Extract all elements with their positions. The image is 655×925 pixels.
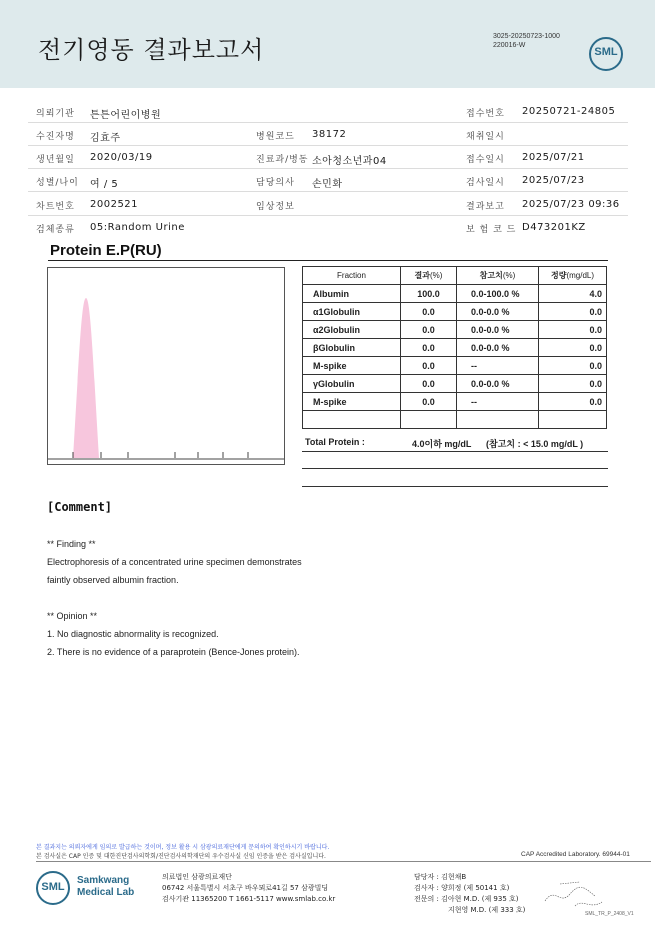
- table-row: [303, 285, 607, 303]
- reference-cell: 0.0-100.0 %: [457, 285, 539, 303]
- cap-accreditation: CAP Accredited Laboratory. 69944-01: [521, 851, 630, 858]
- info-row-5: [28, 194, 628, 216]
- total-protein-value: 4.0이하 mg/dL: [412, 439, 472, 449]
- doctor-value: 손민화: [312, 179, 343, 190]
- comment-line: faintly observed albumin fraction.: [47, 575, 179, 585]
- title-underline: [48, 260, 608, 261]
- result-cell: 0.0: [401, 339, 457, 357]
- reference-cell: 0.0-0.0 %: [457, 375, 539, 393]
- sex-age-label: 성별/나이: [36, 178, 79, 188]
- examinee-value: 김효주: [90, 133, 121, 144]
- quant-cell: 4.0: [539, 285, 607, 303]
- chart-no-value: 2002521: [90, 199, 139, 210]
- info-row-6: [28, 217, 628, 239]
- info-row-2: [28, 124, 628, 146]
- table-row: [303, 339, 607, 357]
- specimen-value: 05:Random Urine: [90, 222, 185, 233]
- receipt-no-label: 접수번호: [466, 109, 505, 119]
- quant-cell: 0.0: [539, 303, 607, 321]
- institution-label: 의뢰기관: [36, 109, 75, 119]
- fraction-cell: Albumin: [303, 285, 401, 303]
- insurance-value: D473201KZ: [522, 222, 586, 233]
- empty-cell: [539, 411, 607, 429]
- chart-no-label: 차트번호: [36, 202, 75, 212]
- clinical-label: 임상정보: [256, 202, 295, 212]
- samkwang-logo-text: SML: [41, 881, 65, 893]
- comment-line: 1. No diagnostic abnormality is recognized.: [47, 629, 219, 639]
- institution-value: 튼튼어린이병원: [90, 110, 162, 121]
- birth-value: 2020/03/19: [90, 152, 153, 163]
- table-row: [303, 357, 607, 375]
- brand-line-2: Medical Lab: [77, 887, 135, 898]
- fraction-table: [302, 266, 607, 429]
- result-cell: 0.0: [401, 303, 457, 321]
- report-date-value: 2025/07/23 09:36: [522, 199, 620, 210]
- quant-cell: 0.0: [539, 357, 607, 375]
- result-cell: 100.0: [401, 285, 457, 303]
- total-underline: [302, 451, 608, 452]
- footer-note-2: 본 검사실은 CAP 인증 및 대한진단검사의학회/진단검사의학재단의 우수검사실 신임 인증을 받은 검사실입니다.: [36, 853, 326, 860]
- reference-cell: --: [457, 393, 539, 411]
- fraction-header: Fraction: [303, 267, 401, 285]
- empty-cell: [457, 411, 539, 429]
- result-header: 결과(%): [401, 267, 457, 285]
- document-title: 전기영동 결과보고서: [38, 36, 265, 64]
- receipt-date-value: 2025/07/21: [522, 152, 585, 163]
- examinee-label: 수진자명: [36, 132, 75, 142]
- info-row-1: [28, 101, 628, 123]
- fraction-cell: M-spike: [303, 357, 401, 375]
- hospital-code-label: 병원코드: [256, 132, 295, 142]
- info-row-3: [28, 147, 628, 169]
- address-line-1: 의료법인 삼광의료재단: [162, 873, 232, 881]
- document-code-line2: 220016-W: [493, 42, 526, 49]
- dept-value: 소아청소년과04: [312, 156, 387, 167]
- collect-date-label: 채취일시: [466, 132, 505, 142]
- form-code: SML_TR_P_2408_V1: [585, 911, 634, 917]
- fraction-cell: M-spike: [303, 393, 401, 411]
- table-row: [303, 393, 607, 411]
- sex-age-value: 여 / 5: [90, 179, 119, 190]
- result-cell: 0.0: [401, 375, 457, 393]
- comment-line: Electrophoresis of a concentrated urine specimen demonstrates: [47, 557, 302, 567]
- quant-cell: 0.0: [539, 339, 607, 357]
- total-protein-reference: (참고치 : < 15.0 mg/dL ): [486, 439, 584, 449]
- quant-cell: 0.0: [539, 393, 607, 411]
- report-date-label: 결과보고: [466, 202, 505, 212]
- test-date-label: 검사일시: [466, 178, 505, 188]
- quant-cell: 0.0: [539, 375, 607, 393]
- samkwang-logo-icon: [36, 871, 70, 905]
- brand-name: [77, 875, 134, 899]
- insurance-label: 보 험 코 드: [466, 225, 517, 235]
- result-cell: 0.0: [401, 357, 457, 375]
- table-row: [303, 375, 607, 393]
- info-row-4: [28, 170, 628, 192]
- electropherogram-graph: [47, 267, 285, 465]
- table-header-row: [303, 267, 607, 285]
- result-cell: 0.0: [401, 393, 457, 411]
- address-line-2: 06742 서울특별시 서초구 바우뫼로41길 57 삼광빌딩: [162, 884, 329, 892]
- reference-cell: 0.0-0.0 %: [457, 321, 539, 339]
- receipt-date-label: 접수일시: [466, 155, 505, 165]
- total-protein-label: Total Protein :: [305, 437, 365, 447]
- brand-line-1: Samkwang: [77, 875, 130, 886]
- quant-cell: 0.0: [539, 321, 607, 339]
- birth-label: 생년월일: [36, 155, 75, 165]
- document-code-line1: 3025-20250723-1000: [493, 33, 560, 40]
- comment-line: ** Opinion **: [47, 611, 98, 621]
- hospital-code-value: 38172: [312, 129, 347, 140]
- electropherogram-svg: [48, 268, 284, 464]
- address-line-3: 검사기관 11365200 T 1661-5117 www.smlab.co.kr: [162, 895, 336, 903]
- result-cell: 0.0: [401, 321, 457, 339]
- comment-line: 2. There is no evidence of a paraprotein (Bence-Jones protein).: [47, 647, 300, 657]
- reference-cell: 0.0-0.0 %: [457, 303, 539, 321]
- footer-divider: [36, 861, 651, 862]
- reference-cell: 0.0-0.0 %: [457, 339, 539, 357]
- logo-text: SML: [594, 46, 618, 58]
- peak-Albumin: [73, 298, 99, 458]
- reference-cell: --: [457, 357, 539, 375]
- receipt-no-value: 20250721-24805: [522, 106, 616, 117]
- staff-line-4: 지현영 M.D. (제 333 호): [448, 906, 526, 914]
- comment-line: ** Finding **: [47, 539, 96, 549]
- dept-label: 진료과/병동: [256, 155, 309, 165]
- doctor-label: 담당의사: [256, 178, 295, 188]
- fraction-cell: α2Globulin: [303, 321, 401, 339]
- sml-logo-icon: [589, 37, 623, 71]
- blank-line-1: [302, 468, 608, 469]
- quant-header: 정량(mg/dL): [539, 267, 607, 285]
- signature-icon: [540, 876, 610, 916]
- comment-title: [Comment]: [47, 500, 113, 514]
- specimen-label: 검체종류: [36, 225, 75, 235]
- empty-cell: [303, 411, 401, 429]
- staff-line-3: 전문의 : 김아현 M.D. (제 935 호): [414, 895, 519, 903]
- staff-line-2: 검사자 : 양희정 (제 50141 호): [414, 884, 510, 892]
- reference-header: 참고치(%): [457, 267, 539, 285]
- blank-line-2: [302, 486, 608, 487]
- fraction-cell: α1Globulin: [303, 303, 401, 321]
- table-row-empty: [303, 411, 607, 429]
- fraction-cell: βGlobulin: [303, 339, 401, 357]
- footer-note-1: 본 결과지는 의뢰자에게 임의로 발급하는 것이며, 정보 활용 시 삼광의료재단에게 문의하여 확인하시기 바랍니다.: [36, 844, 330, 851]
- fraction-cell: γGlobulin: [303, 375, 401, 393]
- test-date-value: 2025/07/23: [522, 175, 585, 186]
- empty-cell: [401, 411, 457, 429]
- document-code: [493, 32, 560, 50]
- table-row: [303, 321, 607, 339]
- table-row: [303, 303, 607, 321]
- report-header: [0, 0, 655, 88]
- test-title: Protein E.P(RU): [50, 242, 162, 259]
- staff-line-1: 담당자 : 김현채B: [414, 873, 467, 881]
